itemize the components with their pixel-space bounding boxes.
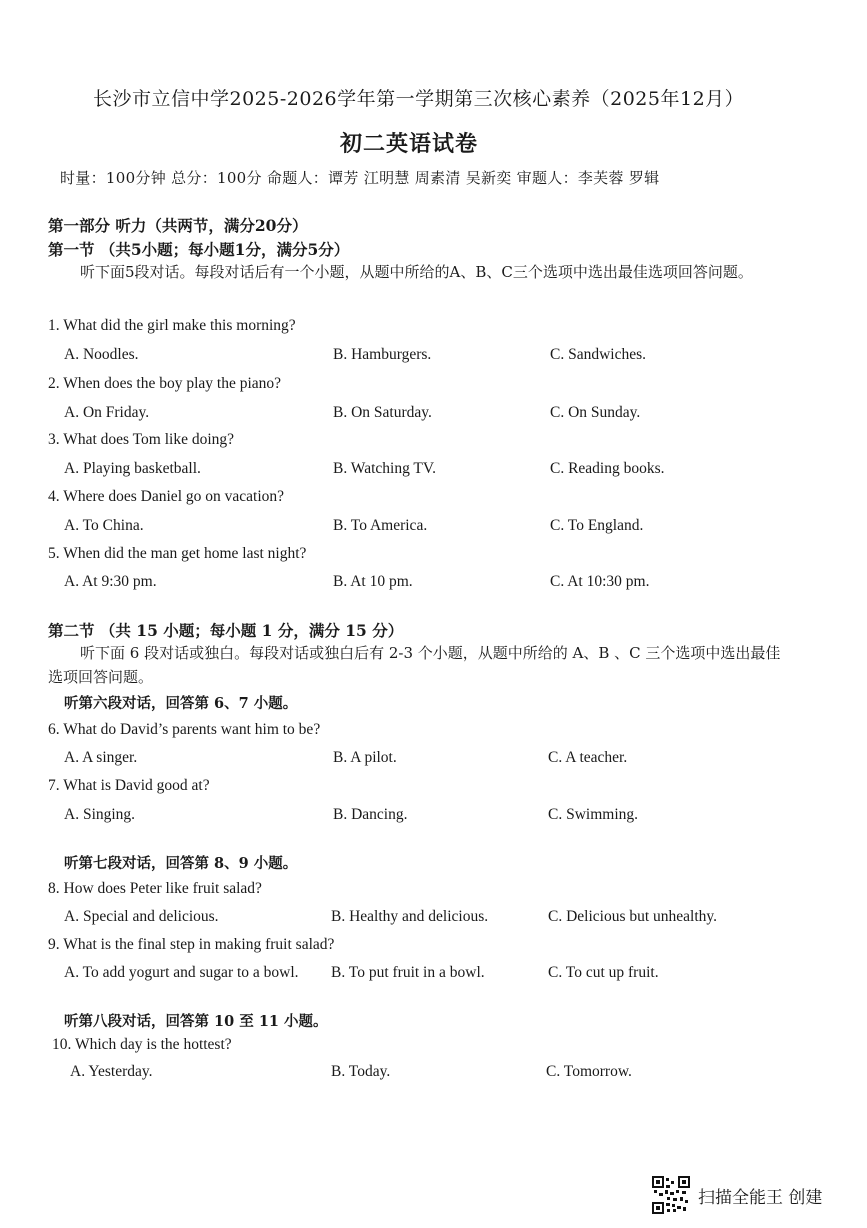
option-4a: A. To China. [64, 517, 144, 534]
option-5c: C. At 10:30 pm. [550, 573, 650, 590]
option-10c: C. Tomorrow. [546, 1063, 632, 1080]
option-8a: A. Special and delicious. [64, 908, 219, 925]
option-8b: B. Healthy and delicious. [331, 908, 489, 925]
question-5: 5. When did the man get home last night? [48, 545, 307, 562]
subhead-dialogue-8: 听第八段对话，回答第 10 至 11 小题。 [64, 1013, 328, 1030]
subhead-dialogue-6: 听第六段对话，回答第 6、7 小题。 [64, 695, 298, 712]
option-8c: C. Delicious but unhealthy. [548, 908, 718, 925]
question-7: 7. What is David good at? [48, 777, 210, 794]
section1-heading: 第一节 （共5小题；每小题1分，满分5分） [48, 240, 350, 259]
option-7c: C. Swimming. [548, 806, 639, 823]
option-10a: A. Yesterday. [70, 1063, 153, 1080]
question-1: 1. What did the girl make this morning? [48, 317, 296, 334]
option-3c: C. Reading books. [550, 460, 665, 477]
option-6c: C. A teacher. [548, 749, 628, 766]
question-9: 9. What is the final step in making fruit salad? [48, 936, 335, 953]
option-3b: B. Watching TV. [333, 460, 436, 477]
section2-heading: 第二节 （共 15 小题；每小题 1 分，满分 15 分） [48, 621, 404, 640]
option-9a: A. To add yogurt and sugar to a bowl. [64, 964, 299, 981]
option-5a: A. At 9:30 pm. [64, 573, 157, 590]
scanner-watermark-text: 扫描全能王 创建 [698, 1188, 823, 1208]
option-10b: B. Today. [331, 1063, 391, 1080]
option-9c: C. To cut up fruit. [548, 964, 659, 981]
section2-instruction: 听下面 6 段对话或独白。每段对话或独白后有 2-3 个小题，从题中所给的 A、B 、C 三个选项中选出最佳选项回答问题。 [48, 644, 781, 686]
option-2b: B. On Saturday. [333, 404, 432, 421]
exam-subtitle: 初二英语试卷 [340, 131, 479, 157]
option-1b: B. Hamburgers. [333, 346, 432, 363]
exam-meta: 时量：100分钟 总分：100分 命题人：谭芳 江明慧 周素清 吴新奕 审题人：李芙蓉 罗辑 [60, 169, 660, 187]
option-2a: A. On Friday. [64, 404, 150, 421]
option-1a: A. Noodles. [64, 346, 139, 363]
option-6b: B. A pilot. [333, 749, 397, 766]
question-10: 10. Which day is the hottest? [52, 1036, 232, 1053]
option-9b: B. To put fruit in a bowl. [331, 964, 485, 981]
option-4b: B. To America. [333, 517, 428, 534]
question-4: 4. Where does Daniel go on vacation? [48, 488, 285, 505]
option-7a: A. Singing. [64, 806, 136, 823]
option-2c: C. On Sunday. [550, 404, 641, 421]
question-8: 8. How does Peter like fruit salad? [48, 880, 262, 897]
option-4c: C. To England. [550, 517, 644, 534]
subhead-dialogue-7: 听第七段对话，回答第 8、9 小题。 [64, 855, 298, 872]
part1-heading: 第一部分 听力（共两节，满分20分） [48, 216, 308, 235]
exam-title: 长沙市立信中学2025-2026学年第一学期第三次核心素养（2025年12月） [93, 88, 745, 110]
question-3: 3. What does Tom like doing? [48, 431, 235, 448]
option-6a: A. A singer. [64, 749, 138, 766]
question-6: 6. What do David’s parents want him to be? [48, 721, 321, 738]
option-3a: A. Playing basketball. [64, 460, 201, 477]
option-5b: B. At 10 pm. [333, 573, 413, 590]
option-7b: B. Dancing. [333, 806, 408, 823]
qr-code-icon [652, 1176, 690, 1214]
option-1c: C. Sandwiches. [550, 346, 647, 363]
question-2: 2. When does the boy play the piano? [48, 375, 282, 392]
section1-instruction: 听下面5段对话。每段对话后有一个小题，从题中所给的A、B、C三个选项中选出最佳选项回答问题。 [80, 263, 753, 281]
